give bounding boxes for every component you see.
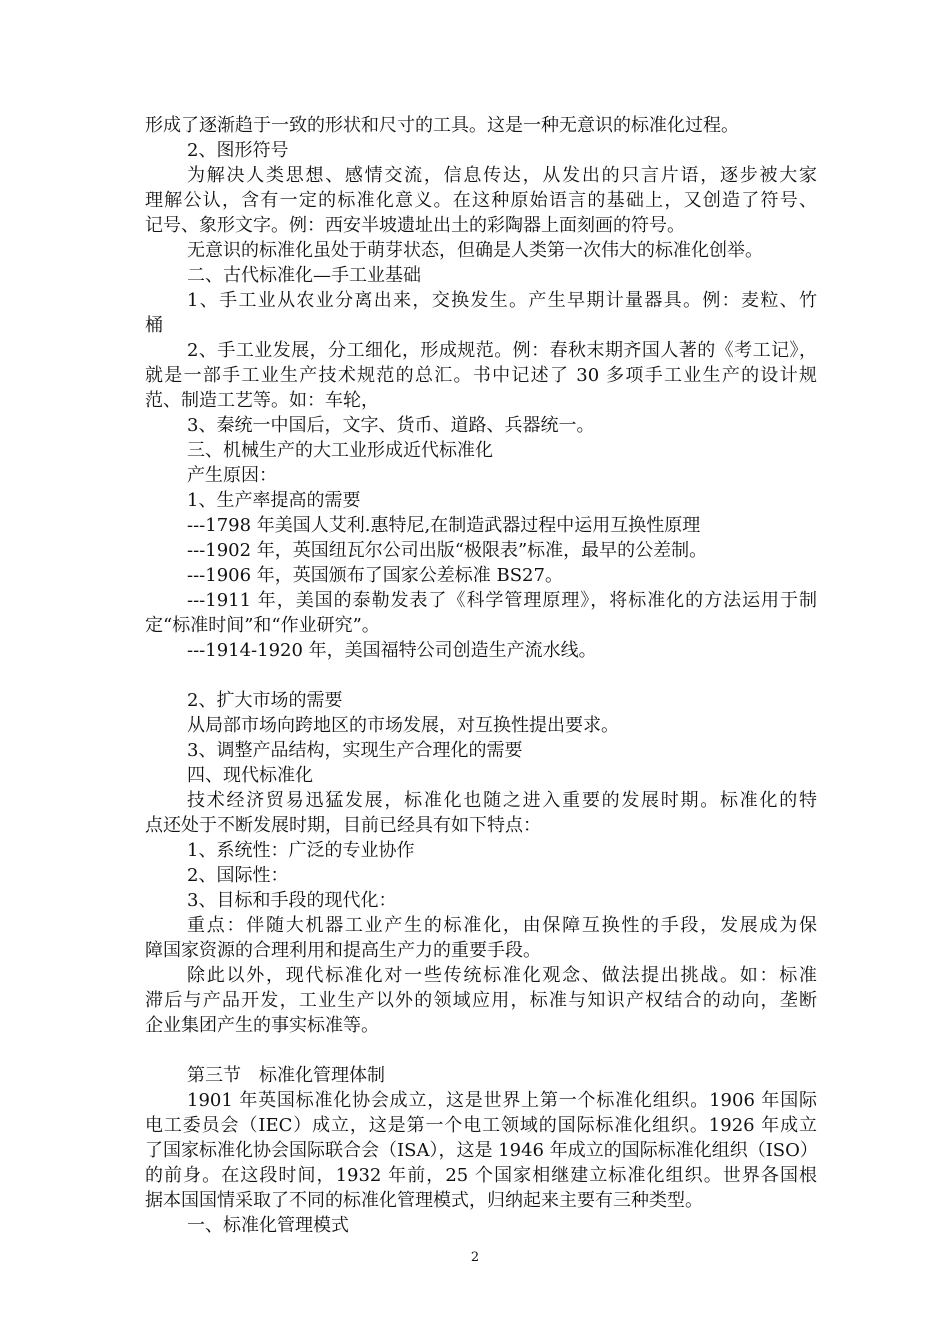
section-heading: 一、标准化管理模式	[187, 1215, 349, 1236]
text-line: 理解公认，含有一定的标准化意义。在这种原始语言的基础上，又创造了符号、	[145, 190, 817, 211]
text-line: 滞后与产品开发，工业生产以外的领域应用，标准与知识产权结合的动向，垄断	[145, 990, 817, 1011]
text-line: 无意识的标准化虽处于萌芽状态，但确是人类第一次伟大的标准化创举。	[187, 240, 763, 261]
section-heading: 三、机械生产的大工业形成近代标准化	[187, 440, 493, 461]
text-line: 2、图形符号	[187, 140, 289, 161]
text-line: 障国家资源的合理利用和提高生产力的重要手段。	[145, 940, 541, 961]
text-line: 桶	[145, 315, 163, 336]
text-line: 1、系统性：广泛的专业协作	[187, 840, 415, 861]
text-line: 2、扩大市场的需要	[187, 690, 343, 711]
text-line: 了国家标准化协会国际联合会（ISA），这是 1946 年成立的国际标准化组织（ISO）	[145, 1140, 818, 1161]
text-line: 据本国国情采取了不同的标准化管理模式，归纳起来主要有三种类型。	[145, 1190, 703, 1211]
text-line: 电工委员会（IEC）成立，这是第一个电工领域的国际标准化组织。1926 年成立	[145, 1115, 817, 1136]
text-line: 1、生产率提高的需要	[187, 490, 361, 511]
text-line: 记号、象形文字。例：西安半坡遗址出土的彩陶器上面刻画的符号。	[145, 215, 685, 236]
text-line: 点还处于不断发展时期，目前已经具有如下特点：	[145, 815, 541, 836]
text-line: 3、秦统一中国后，文字、货币、道路、兵器统一。	[187, 415, 595, 436]
text-line: 为解决人类思想、感情交流，信息传达，从发出的只言片语，逐步被大家	[187, 165, 817, 186]
text-line: 3、调整产品结构，实现生产合理化的需要	[187, 740, 523, 761]
text-line: ---1911 年，美国的泰勒发表了《科学管理原理》，将标准化的方法运用于制	[187, 590, 817, 611]
text-line: 2、手工业发展，分工细化，形成规范。例：春秋末期齐国人著的《考工记》，	[187, 340, 817, 361]
text-line: 形成了逐渐趋于一致的形状和尺寸的工具。这是一种无意识的标准化过程。	[145, 115, 739, 136]
text-line: ---1914-1920 年，美国福特公司创造生产流水线。	[187, 640, 597, 661]
text-line: 3、目标和手段的现代化：	[187, 890, 397, 911]
text-line: 从局部市场向跨地区的市场发展，对互换性提出要求。	[187, 715, 619, 736]
text-line: 重点：伴随大机器工业产生的标准化，由保障互换性的手段，发展成为保	[187, 915, 817, 936]
text-line: 1、手工业从农业分离出来，交换发生。产生早期计量器具。例：麦粒、竹	[187, 290, 817, 311]
text-line: 就是一部手工业生产技术规范的总汇。书中记述了 30 多项手工业生产的设计规	[145, 365, 817, 386]
section-heading: 第三节 标准化管理体制	[187, 1065, 385, 1086]
section-heading: 四、现代标准化	[187, 765, 313, 786]
section-heading: 二、古代标准化—手工业基础	[187, 265, 421, 286]
text-line: 范、制造工艺等。如：车轮，	[145, 390, 379, 411]
text-line: 技术经济贸易迅猛发展，标准化也随之进入重要的发展时期。标准化的特	[187, 790, 817, 811]
text-line: 定“标准时间”和“作业研究”。	[145, 615, 380, 636]
text-line: 1901 年英国标准化协会成立，这是世界上第一个标准化组织。1906 年国际	[187, 1090, 817, 1111]
text-line: 产生原因：	[187, 465, 277, 486]
text-line: 除此以外，现代标准化对一些传统标准化观念、做法提出挑战。如：标准	[187, 965, 817, 986]
text-line: 2、国际性：	[187, 865, 289, 886]
text-line: ---1798 年美国人艾利.惠特尼,在制造武器过程中运用互换性原理	[187, 515, 701, 536]
text-line: ---1906 年，英国颁布了国家公差标准 BS27。	[187, 565, 563, 586]
page-number: 2	[470, 1250, 480, 1265]
text-line: 的前身。在这段时间，1932 年前，25 个国家相继建立标准化组织。世界各国根	[145, 1165, 817, 1186]
text-line: ---1902 年，英国纽瓦尔公司出版“极限表”标准，最早的公差制。	[187, 540, 708, 561]
text-line: 企业集团产生的事实标准等。	[145, 1015, 379, 1036]
